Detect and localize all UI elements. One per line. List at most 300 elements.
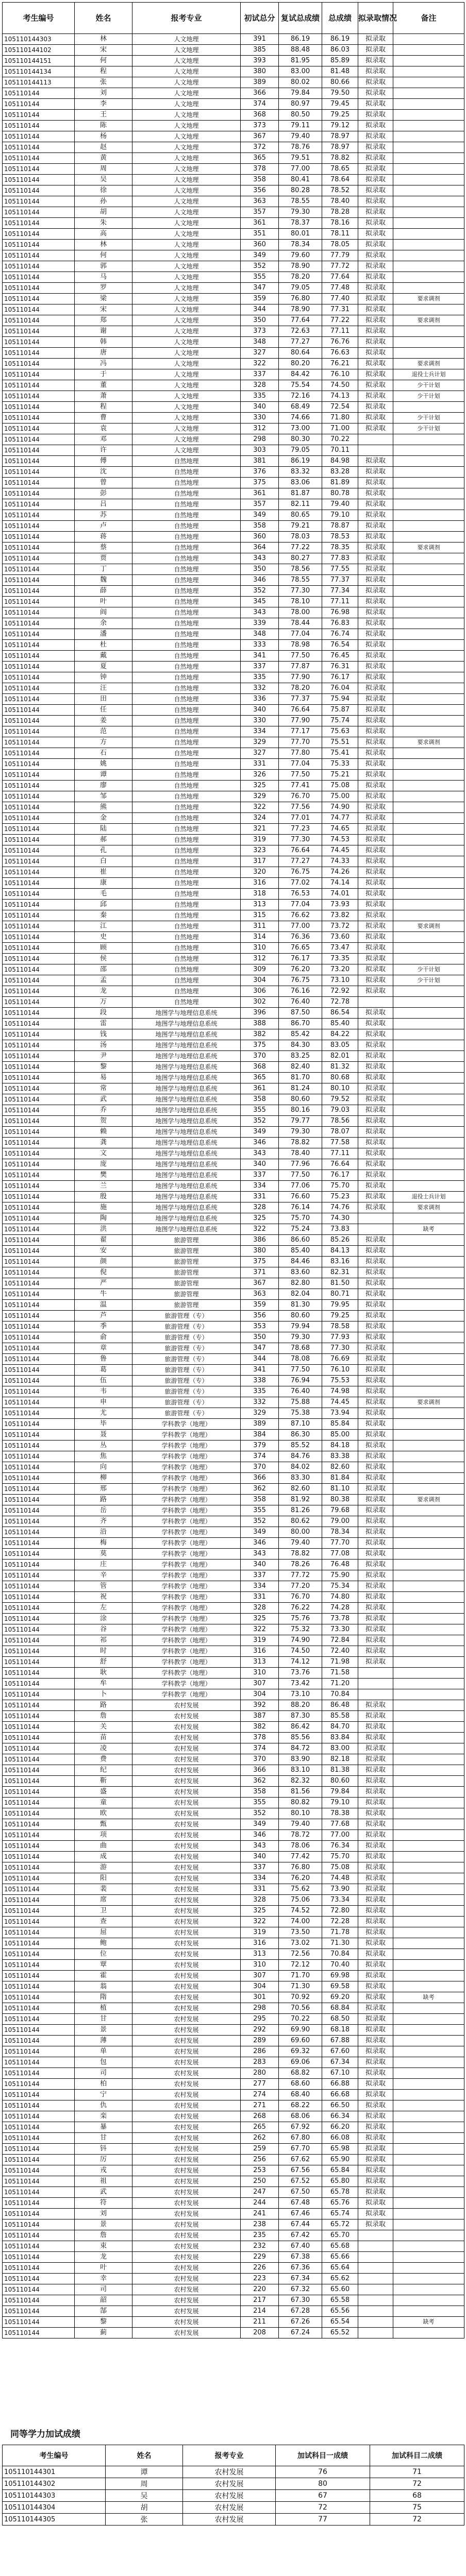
remarks-cell [393,337,464,348]
extra-subject-1-cell: 80 [276,2478,370,2490]
candidate-id-cell: 105110144 [3,304,75,315]
admission-status-cell: 拟录取 [358,2036,393,2046]
candidate-id-cell: 105110144 [3,445,75,456]
initial-score-cell: 256 [241,2155,279,2165]
name-cell: 施 [75,1202,132,1213]
candidate-id-cell: 105110144 [3,175,75,185]
table-row [3,2306,464,2317]
name-cell: 樊 [75,1170,132,1181]
initial-score-cell: 235 [241,2230,279,2241]
supplementary-table-row [3,2502,464,2514]
table-row [3,1408,464,1419]
retest-score-cell: 76.40 [279,997,322,1008]
remarks-cell [393,445,464,456]
major-cell: 农村发展 [132,1992,241,2003]
total-score-cell: 81.38 [322,1765,358,1776]
initial-score-cell: 371 [241,1267,279,1278]
name-cell: 余 [75,618,132,629]
table-row [3,802,464,813]
table-row [3,196,464,207]
total-score-cell: 72.80 [322,1906,358,1917]
total-score-cell: 78.65 [322,164,358,175]
name-cell: 陈 [75,121,132,131]
name-cell: 颜 [75,1257,132,1267]
remarks-cell [393,835,464,845]
major-cell: 自然地理 [132,900,241,910]
name-cell: 江 [75,921,132,932]
major-cell: 地图学与地理信息系统 [132,1181,241,1192]
major-cell: 旅游管理 [132,1267,241,1278]
retest-score-cell: 67.52 [279,2176,322,2187]
total-score-cell: 72.40 [322,1646,358,1657]
candidate-id-cell: 105110144 [3,1711,75,1722]
candidate-id-cell: 105110144 [3,1159,75,1170]
retest-score-cell: 75.62 [279,1884,322,1895]
retest-score-cell: 71.70 [279,1971,322,1981]
retest-score-cell: 77.30 [279,586,322,597]
table-row [3,1257,464,1267]
remarks-cell [393,2036,464,2046]
total-score-cell: 84.98 [322,456,358,467]
remarks-cell: 退役士兵计划 [393,1192,464,1202]
table-row [3,348,464,359]
total-score-cell: 67.88 [322,2036,358,2046]
total-score-cell: 70.22 [322,434,358,445]
table-row [3,1365,464,1376]
major-cell: 人文地理 [132,77,241,88]
major-cell: 旅游管理（专） [132,1311,241,1321]
initial-score-cell: 298 [241,2003,279,2014]
candidate-id-cell: 105110144 [3,1484,75,1495]
retest-score-cell: 76.70 [279,791,322,802]
admission-status-cell: 拟录取 [358,1073,393,1083]
table-row [3,2317,464,2328]
major-cell: 自然地理 [132,975,241,986]
initial-score-cell: 304 [241,975,279,986]
candidate-id-cell: 105110144134 [3,66,75,77]
candidate-id-cell: 105110144 [3,683,75,694]
retest-score-cell: 75.70 [279,1213,322,1224]
candidate-id-cell: 105110144113 [3,77,75,88]
retest-score-cell: 80.62 [279,1516,322,1527]
retest-score-cell: 68.40 [279,2090,322,2100]
total-score-cell: 86.48 [322,1700,358,1711]
candidate-id-cell: 105110144 [3,2133,75,2144]
retest-score-cell: 67.80 [279,2133,322,2144]
initial-score-cell: 355 [241,1798,279,1808]
initial-score-cell: 355 [241,1105,279,1116]
name-cell: 阳 [75,1873,132,1884]
initial-score-cell: 322 [241,359,279,369]
admission-status-cell: 拟录取 [358,1127,393,1138]
table-row [3,889,464,900]
table-row [3,1906,464,1917]
table-row [3,2144,464,2155]
admission-status-cell: 拟录取 [358,845,393,856]
admission-status-cell: 拟录取 [358,748,393,759]
major-cell: 农村发展 [132,1949,241,1960]
table-row [3,2003,464,2014]
initial-score-cell: 358 [241,1094,279,1105]
table-row [3,1765,464,1776]
total-score-cell: 65.70 [322,2230,358,2241]
major-cell: 自然地理 [132,705,241,716]
candidate-id-cell: 105110144 [3,1343,75,1354]
table-row [3,564,464,575]
major-cell: 地图学与地理信息系统 [132,1083,241,1094]
initial-score-cell: 322 [241,1224,279,1235]
remarks-cell [393,1819,464,1830]
major-cell: 地图学与地理信息系统 [132,1094,241,1105]
initial-score-cell: 367 [241,1278,279,1289]
table-row [3,629,464,640]
table-row [3,856,464,867]
major-cell: 农村发展 [132,2295,241,2306]
retest-score-cell: 75.88 [279,1397,322,1408]
retest-score-cell: 80.27 [279,553,322,564]
major-cell: 人文地理 [132,142,241,153]
remarks-cell [393,759,464,770]
name-cell: 钟 [75,672,132,683]
total-score-cell: 76.63 [322,348,358,359]
name-cell: 邢 [75,1484,132,1495]
retest-score-cell: 78.08 [279,1354,322,1365]
candidate-id-cell: 105110144 [3,1689,75,1700]
retest-score-cell: 81.56 [279,1787,322,1798]
table-row [3,1051,464,1062]
name-cell: 路 [75,1495,132,1505]
remarks-cell [393,1668,464,1679]
retest-score-cell: 67.24 [279,2328,322,2338]
major-cell: 旅游管理 [132,1235,241,1246]
retest-score-cell: 77.72 [279,1570,322,1581]
retest-score-cell: 79.51 [279,153,322,164]
initial-score-cell: 343 [241,1549,279,1560]
major-cell: 人文地理 [132,359,241,369]
admission-status-cell: 拟录取 [358,326,393,337]
name-cell: 贺 [75,1116,132,1127]
retest-score-cell: 76.20 [279,1873,322,1884]
admission-status-cell: 拟录取 [358,867,393,878]
initial-score-cell: 378 [241,164,279,175]
admission-status-cell: 拟录取 [358,586,393,597]
total-score-cell: 76.17 [322,672,358,683]
retest-score-cell: 69.06 [279,2057,322,2068]
initial-score-cell: 328 [241,1603,279,1614]
name-cell: 林 [75,240,132,250]
total-score-cell: 71.58 [322,1668,358,1679]
remarks-cell [393,813,464,824]
admission-status-cell: 拟录取 [358,1624,393,1635]
initial-score-cell: 361 [241,1083,279,1094]
retest-score-cell: 77.02 [279,878,322,889]
retest-score-cell: 80.60 [279,1094,322,1105]
table-row [3,2025,464,2036]
initial-score-cell: 337 [241,1170,279,1181]
remarks-cell: 缺考 [393,2317,464,2328]
table-row [3,954,464,964]
table-row [3,456,464,467]
remarks-cell [393,1116,464,1127]
retest-score-cell: 76.53 [279,889,322,900]
retest-score-cell: 79.30 [279,1332,322,1343]
table-header [3,3,464,34]
total-score-cell: 82.01 [322,1051,358,1062]
initial-score-cell: 331 [241,759,279,770]
table-row [3,824,464,835]
admission-status-cell: 拟录取 [358,1181,393,1192]
major-cell: 农村发展 [132,2317,241,2328]
name-cell: 石 [75,748,132,759]
retest-score-cell: 77.04 [279,759,322,770]
remarks-cell [393,629,464,640]
table-row [3,1733,464,1743]
candidate-id-cell: 105110144 [3,380,75,391]
table-row [3,2090,464,2100]
table-row [3,640,464,651]
remarks-cell [393,705,464,716]
major-cell: 人文地理 [132,99,241,110]
major-cell: 自然地理 [132,618,241,629]
total-score-cell: 68.50 [322,2014,358,2025]
retest-score-cell: 80.41 [279,175,322,185]
total-score-cell: 65.74 [322,2209,358,2219]
initial-score-cell: 375 [241,478,279,488]
total-score-cell: 83.00 [322,1743,358,1754]
initial-score-cell: 334 [241,1581,279,1592]
remarks-cell [393,878,464,889]
admission-status-cell: 拟录取 [358,824,393,835]
initial-score-cell: 368 [241,1062,279,1073]
name-cell: 吕 [75,499,132,510]
table-row [3,1386,464,1397]
name-cell: 吴 [106,2490,183,2502]
remarks-cell [393,1289,464,1300]
candidate-id-cell: 105110144 [3,770,75,781]
major-cell: 旅游管理（专） [132,1321,241,1332]
name-cell: 周 [106,2478,183,2490]
table-row [3,1668,464,1679]
name-cell: 孙 [75,196,132,207]
candidate-id-cell: 105110144 [3,726,75,737]
table-row [3,2252,464,2263]
name-cell: 方 [75,737,132,748]
admission-status-cell: 拟录取 [358,640,393,651]
admission-status-cell: 拟录取 [358,1960,393,1971]
admission-status-cell: 拟录取 [358,1267,393,1278]
name-cell: 韦 [75,1386,132,1397]
total-score-cell: 74.33 [322,856,358,867]
name-cell: 彭 [75,488,132,499]
initial-score-cell: 337 [241,1862,279,1873]
retest-score-cell: 72.63 [279,326,322,337]
total-score-cell: 81.10 [322,1484,358,1495]
admission-status-cell: 拟录取 [358,1440,393,1451]
remarks-cell [393,1267,464,1278]
major-cell: 旅游管理（专） [132,1408,241,1419]
remarks-cell [393,272,464,283]
candidate-id-cell: 105110144 [3,1560,75,1570]
total-score-cell: 76.31 [322,662,358,672]
major-cell: 农村发展 [132,1852,241,1862]
admission-status-cell: 拟录取 [358,889,393,900]
major-cell: 自然地理 [132,456,241,467]
major-cell: 农村发展 [132,2306,241,2317]
retest-score-cell: 67.36 [279,2263,322,2274]
initial-score-cell: 350 [241,1332,279,1343]
total-score-cell: 78.97 [322,131,358,142]
name-cell: 翟 [75,1235,132,1246]
admission-status-cell: 拟录取 [358,1019,393,1029]
major-cell: 农村发展 [132,1765,241,1776]
name-cell: 万 [75,997,132,1008]
name-cell: 聂 [75,1430,132,1440]
major-cell: 学科教学（地理） [132,1592,241,1603]
retest-score-cell: 80.50 [279,110,322,121]
remarks-cell [393,791,464,802]
major-cell: 农村发展 [132,1873,241,1884]
candidate-id-cell: 105110144 [3,1192,75,1202]
table-row [3,1884,464,1895]
name-cell: 季 [75,1321,132,1332]
retest-score-cell: 67.30 [279,2295,322,2306]
sub-header-major: 报考专业 [183,2445,276,2466]
total-score-cell: 65.72 [322,2219,358,2230]
name-cell: 钭 [75,2144,132,2155]
admission-status-cell: 拟录取 [358,856,393,867]
candidate-id-cell: 105110144 [3,1981,75,1992]
major-cell: 学科教学（地理） [132,1570,241,1581]
initial-score-cell: 344 [241,304,279,315]
initial-score-cell: 376 [241,467,279,478]
name-cell: 徐 [75,185,132,196]
name-cell: 查 [75,1917,132,1927]
total-score-cell: 73.20 [322,964,358,975]
table-row [3,337,464,348]
table-row [3,1300,464,1311]
major-cell: 农村发展 [132,2046,241,2057]
total-score-cell: 66.50 [322,2100,358,2111]
admission-status-cell: 拟录取 [358,1765,393,1776]
initial-score-cell: 304 [241,1981,279,1992]
total-score-cell: 67.60 [322,2046,358,2057]
initial-score-cell: 392 [241,1700,279,1711]
admission-status-cell: 拟录取 [358,1538,393,1549]
initial-score-cell: 313 [241,1657,279,1668]
candidate-id-cell: 105110144 [3,1657,75,1668]
admission-status-cell: 拟录取 [358,185,393,196]
table-row [3,1138,464,1148]
name-cell: 景 [75,2025,132,2036]
candidate-id-cell: 105110144 [3,607,75,618]
table-row [3,2068,464,2079]
candidate-id-cell: 105110144 [3,1841,75,1852]
retest-score-cell: 79.21 [279,521,322,532]
name-cell: 鲍 [75,1938,132,1949]
table-row [3,34,464,45]
name-cell: 岳 [75,1505,132,1516]
table-row [3,1343,464,1354]
table-row [3,240,464,250]
admission-status-cell: 拟录取 [358,348,393,359]
remarks-cell [393,716,464,726]
table-row [3,1473,464,1484]
major-cell: 农村发展 [132,2219,241,2230]
retest-score-cell: 86.70 [279,1019,322,1029]
initial-score-cell: 349 [241,1127,279,1138]
total-score-cell: 77.68 [322,1819,358,1830]
initial-score-cell: 380 [241,66,279,77]
remarks-cell [393,1830,464,1841]
total-score-cell: 86.03 [322,45,358,56]
remarks-cell [393,2014,464,2025]
admission-status-cell: 拟录取 [358,56,393,66]
candidate-id-cell: 105110144 [3,1754,75,1765]
total-score-cell: 66.20 [322,2122,358,2133]
admission-status-cell: 拟录取 [358,1971,393,1981]
total-score-cell: 69.58 [322,1981,358,1992]
candidate-id-cell: 105110144 [3,283,75,294]
major-cell: 地图学与地理信息系统 [132,1138,241,1148]
candidate-id-cell: 105110144 [3,1960,75,1971]
retest-score-cell: 78.98 [279,640,322,651]
major-cell: 农村发展 [183,2490,276,2502]
initial-score-cell: 327 [241,348,279,359]
remarks-cell [393,1787,464,1798]
table-row [3,131,464,142]
candidate-id-cell: 105110144 [3,272,75,283]
retest-score-cell: 76.62 [279,910,322,921]
initial-score-cell: 382 [241,1029,279,1040]
initial-score-cell: 331 [241,1192,279,1202]
retest-score-cell: 78.06 [279,1841,322,1852]
remarks-cell [393,564,464,575]
table-row [3,88,464,99]
total-score-cell: 83.28 [322,467,358,478]
initial-score-cell: 340 [241,1852,279,1862]
candidate-id-cell: 105110144 [3,1440,75,1451]
admission-status-cell: 拟录取 [358,1289,393,1300]
remarks-cell [393,1484,464,1495]
table-row [3,153,464,164]
retest-score-cell: 81.70 [279,1073,322,1083]
remarks-cell [393,1949,464,1960]
total-score-cell: 74.14 [322,878,358,889]
candidate-id-cell: 105110144 [3,1430,75,1440]
retest-score-cell: 84.72 [279,1743,322,1754]
candidate-id-cell: 105110144 [3,1354,75,1365]
retest-score-cell: 76.40 [279,1386,322,1397]
total-score-cell: 79.12 [322,121,358,131]
name-cell: 田 [75,694,132,705]
table-row [3,510,464,521]
initial-score-cell: 333 [241,640,279,651]
admission-status-cell: 拟录取 [358,1386,393,1397]
retest-score-cell: 67.62 [279,2155,322,2165]
candidate-id-cell: 105110144 [3,672,75,683]
table-row [3,1430,464,1440]
total-score-cell: 76.04 [322,683,358,694]
remarks-cell [393,1927,464,1938]
name-cell: 顾 [75,943,132,954]
remarks-cell [393,1008,464,1019]
name-cell: 盛 [75,1787,132,1798]
retest-score-cell: 72.16 [279,391,322,402]
candidate-id-cell: 105110144 [3,1397,75,1408]
table-row [3,2219,464,2230]
admission-status-cell: 拟录取 [358,1527,393,1538]
table-row [3,1841,464,1852]
